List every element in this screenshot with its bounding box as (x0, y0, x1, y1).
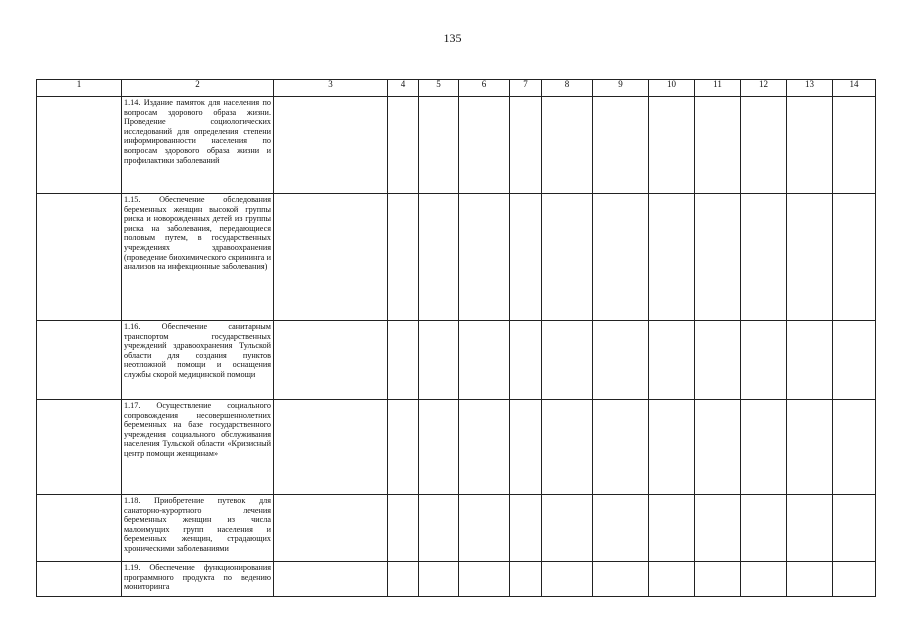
empty-cell (37, 321, 122, 400)
empty-cell (649, 562, 695, 597)
empty-cell (419, 400, 459, 495)
empty-cell (388, 562, 419, 597)
activity-description: 1.16. Обеспечение санитарным транспортом государственных учреждений здравоохранения Тульской области для создания пунктов неотложной помощи и оснащения службы скорой медицинской помощи (122, 321, 274, 400)
empty-cell (649, 495, 695, 562)
activity-description: 1.19. Обеспечение функционирования программного продукта по ведению мониторинга (122, 562, 274, 597)
empty-cell (695, 400, 741, 495)
empty-cell (274, 400, 388, 495)
empty-cell (787, 97, 833, 194)
empty-cell (419, 562, 459, 597)
column-header: 4 (388, 80, 419, 97)
table-row (37, 400, 876, 495)
column-header: 3 (274, 80, 388, 97)
empty-cell (649, 321, 695, 400)
empty-cell (274, 495, 388, 562)
empty-cell (695, 562, 741, 597)
empty-cell (459, 400, 510, 495)
empty-cell (695, 194, 741, 321)
empty-cell (741, 321, 787, 400)
column-header: 6 (459, 80, 510, 97)
empty-cell (542, 194, 593, 321)
activity-description: 1.15. Обеспечение обследования беременных женщин высокой группы риска и новорожденных детей из группы риска на заболевания, передающиеся половым путем, в государственных учреждениях здравоохранения (проведение биохимического скрининга и анализов на инфекционные заболевания) (122, 194, 274, 321)
empty-cell (593, 97, 649, 194)
empty-cell (542, 321, 593, 400)
empty-cell (510, 495, 542, 562)
column-header: 10 (649, 80, 695, 97)
header-row (37, 80, 876, 97)
table-row (37, 194, 876, 321)
empty-cell (37, 400, 122, 495)
empty-cell (833, 562, 876, 597)
empty-cell (459, 97, 510, 194)
empty-cell (833, 400, 876, 495)
empty-cell (741, 194, 787, 321)
empty-cell (593, 562, 649, 597)
empty-cell (37, 194, 122, 321)
empty-cell (593, 495, 649, 562)
column-header: 1 (37, 80, 122, 97)
empty-cell (593, 321, 649, 400)
empty-cell (37, 495, 122, 562)
column-header: 5 (419, 80, 459, 97)
column-header: 8 (542, 80, 593, 97)
empty-cell (741, 495, 787, 562)
empty-cell (388, 400, 419, 495)
empty-cell (419, 97, 459, 194)
empty-cell (833, 194, 876, 321)
empty-cell (649, 194, 695, 321)
empty-cell (510, 321, 542, 400)
empty-cell (459, 495, 510, 562)
table-row (37, 495, 876, 562)
empty-cell (649, 97, 695, 194)
empty-cell (459, 194, 510, 321)
empty-cell (388, 495, 419, 562)
empty-cell (274, 194, 388, 321)
table-row (37, 97, 876, 194)
empty-cell (37, 97, 122, 194)
program-table (36, 79, 876, 597)
activity-description: 1.18. Приобретение путевок для санаторно-курортного лечения беременных женщин из числа малоимущих групп населения и беременных женщин, страдающих хроническими заболеваниями (122, 495, 274, 562)
empty-cell (388, 97, 419, 194)
column-header: 9 (593, 80, 649, 97)
column-header: 7 (510, 80, 542, 97)
empty-cell (542, 562, 593, 597)
column-header: 14 (833, 80, 876, 97)
empty-cell (419, 321, 459, 400)
empty-cell (388, 321, 419, 400)
empty-cell (787, 194, 833, 321)
table-row (37, 321, 876, 400)
empty-cell (510, 400, 542, 495)
empty-cell (274, 321, 388, 400)
empty-cell (459, 321, 510, 400)
empty-cell (649, 400, 695, 495)
empty-cell (593, 400, 649, 495)
column-header: 12 (741, 80, 787, 97)
empty-cell (833, 495, 876, 562)
empty-cell (459, 562, 510, 597)
activity-description: 1.17. Осуществление социального сопровождения несовершеннолетних беременных на базе государственного учреждения социального обслуживания населения Тульской области «Кризисный центр помощи женщинам» (122, 400, 274, 495)
empty-cell (741, 400, 787, 495)
column-header: 2 (122, 80, 274, 97)
page-number: 135 (443, 31, 462, 45)
empty-cell (388, 194, 419, 321)
empty-cell (274, 97, 388, 194)
empty-cell (741, 562, 787, 597)
empty-cell (419, 194, 459, 321)
empty-cell (787, 562, 833, 597)
empty-cell (419, 495, 459, 562)
empty-cell (833, 97, 876, 194)
empty-cell (37, 562, 122, 597)
activity-description: 1.14. Издание памяток для населения по вопросам здорового образа жизни. Проведение социологических исследований для определения степени информированности населения по вопросам здорового образа жизни и профилактики заболеваний (122, 97, 274, 194)
empty-cell (787, 495, 833, 562)
empty-cell (695, 97, 741, 194)
empty-cell (695, 321, 741, 400)
empty-cell (695, 495, 741, 562)
empty-cell (542, 400, 593, 495)
empty-cell (274, 562, 388, 597)
column-header: 11 (695, 80, 741, 97)
table-row (37, 562, 876, 597)
empty-cell (510, 97, 542, 194)
empty-cell (741, 97, 787, 194)
empty-cell (542, 495, 593, 562)
empty-cell (787, 400, 833, 495)
empty-cell (510, 562, 542, 597)
empty-cell (787, 321, 833, 400)
empty-cell (542, 97, 593, 194)
empty-cell (593, 194, 649, 321)
empty-cell (510, 194, 542, 321)
column-header: 13 (787, 80, 833, 97)
empty-cell (833, 321, 876, 400)
